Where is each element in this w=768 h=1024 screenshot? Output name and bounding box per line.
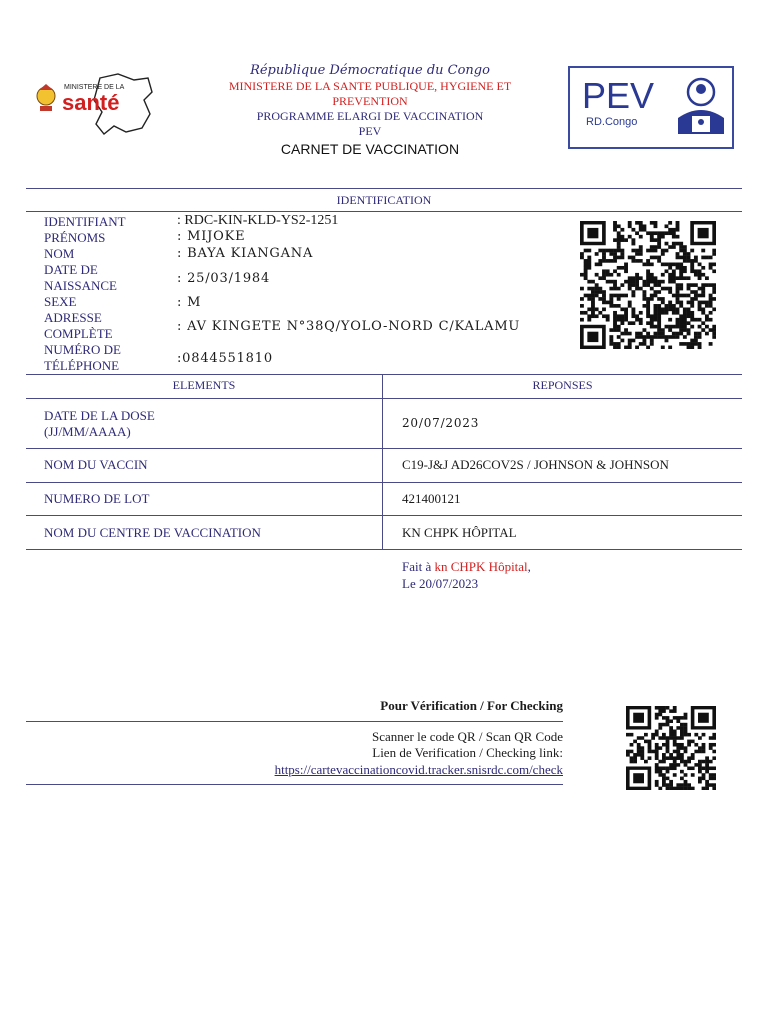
pev-title: PEV	[358, 124, 382, 138]
pev-logo-subtext: RD.Congo	[586, 116, 638, 128]
ministry-line-1: MINISTERE DE LA SANTE PUBLIQUE, HYGIENE ET	[228, 79, 512, 93]
table-header-elements: ELEMENTS	[172, 378, 236, 392]
label-telephone: NUMÉRO DE	[44, 342, 121, 357]
row-date-dose-label-2: (JJ/MM/AAAA)	[44, 424, 131, 439]
logo-sante-text: santé	[62, 90, 120, 115]
divider-top	[26, 188, 742, 189]
row-date-dose-value: 20/07/2023	[402, 416, 480, 430]
divider-row-2	[26, 482, 742, 483]
row-centre-value: KN CHPK HÔPITAL	[402, 525, 517, 540]
verification-qr-code[interactable]	[626, 706, 716, 790]
divider-row-3	[26, 515, 742, 516]
label-telephone-2: TÉLÉPHONE	[44, 358, 120, 373]
signature-date: Le 20/07/2023	[402, 576, 479, 591]
ministry-sante-logo	[30, 70, 156, 140]
carnet-title: CARNET DE VACCINATION	[280, 141, 460, 157]
header-block	[190, 62, 550, 158]
signature-block	[402, 558, 531, 592]
value-prenoms: : MIJOKE	[177, 229, 246, 244]
label-date-naissance-2: NAISSANCE	[44, 278, 117, 293]
republic-title: République Démocratique du Congo	[250, 63, 490, 78]
label-sexe: SEXE	[44, 294, 77, 309]
row-lot-value: 421400121	[402, 491, 461, 506]
row-vaccin-label: NOM DU VACCIN	[44, 457, 148, 472]
label-nom: NOM	[44, 246, 75, 261]
link-label: Lien de Verification / Checking link:	[372, 745, 563, 760]
verification-link[interactable]: https://cartevaccinationcovid.tracker.snisrdc.com/check	[274, 762, 563, 777]
label-adresse-2: COMPLÈTE	[44, 326, 113, 341]
divider-identification	[26, 211, 742, 212]
pev-logo-text: PEV	[582, 75, 655, 116]
identification-title: IDENTIFICATION	[336, 193, 432, 207]
divider-row-1	[26, 448, 742, 449]
row-vaccin-value: C19-J&J AD26COV2S / JOHNSON & JOHNSON	[402, 457, 669, 472]
value-sexe: : M	[177, 295, 202, 310]
table-header-reponses: REPONSES	[532, 378, 593, 392]
divider-table-top	[26, 374, 742, 375]
divider-table-header	[26, 398, 742, 399]
signature-place-line	[402, 558, 531, 575]
logo-small-text: MINISTERE DE LA	[64, 84, 125, 91]
programme-title: PROGRAMME ELARGI DE VACCINATION	[256, 109, 484, 123]
divider-verification-top	[26, 721, 563, 722]
row-date-dose-label: DATE DE LA DOSE	[44, 408, 155, 423]
value-date-naissance: : 25/03/1984	[177, 271, 271, 286]
signature-place: kn CHPK Hôpital	[434, 559, 528, 574]
fait-a-text: Fait à	[402, 559, 435, 574]
value-identifiant: : RDC-KIN-KLD-YS2-1251	[177, 213, 339, 228]
label-identifiant: IDENTIFIANT	[44, 214, 126, 229]
row-centre-label: NOM DU CENTRE DE VACCINATION	[44, 525, 261, 540]
identification-qr-code[interactable]	[580, 221, 716, 349]
table-column-divider	[382, 374, 383, 549]
value-telephone: :0844551810	[177, 351, 273, 366]
ministry-line-2: PREVENTION	[332, 94, 408, 108]
divider-table-bottom	[26, 549, 742, 550]
scan-instruction: Scanner le code QR / Scan QR Code	[372, 729, 563, 744]
divider-verification-bottom	[26, 784, 563, 785]
label-prenoms: PRÉNOMS	[44, 230, 106, 245]
comma-text: ,	[527, 559, 531, 574]
pev-logo	[568, 66, 734, 149]
row-lot-label: NUMERO DE LOT	[44, 491, 150, 506]
value-nom: : BAYA KIANGANA	[177, 246, 314, 261]
label-date-naissance: DATE DE	[44, 262, 98, 277]
value-adresse: : AV KINGETE N°38Q/YOLO-NORD C/KALAMU	[177, 319, 521, 334]
verification-title: Pour Vérification / For Checking	[380, 698, 563, 713]
family-icon	[672, 76, 730, 140]
label-adresse: ADRESSE	[44, 310, 102, 325]
